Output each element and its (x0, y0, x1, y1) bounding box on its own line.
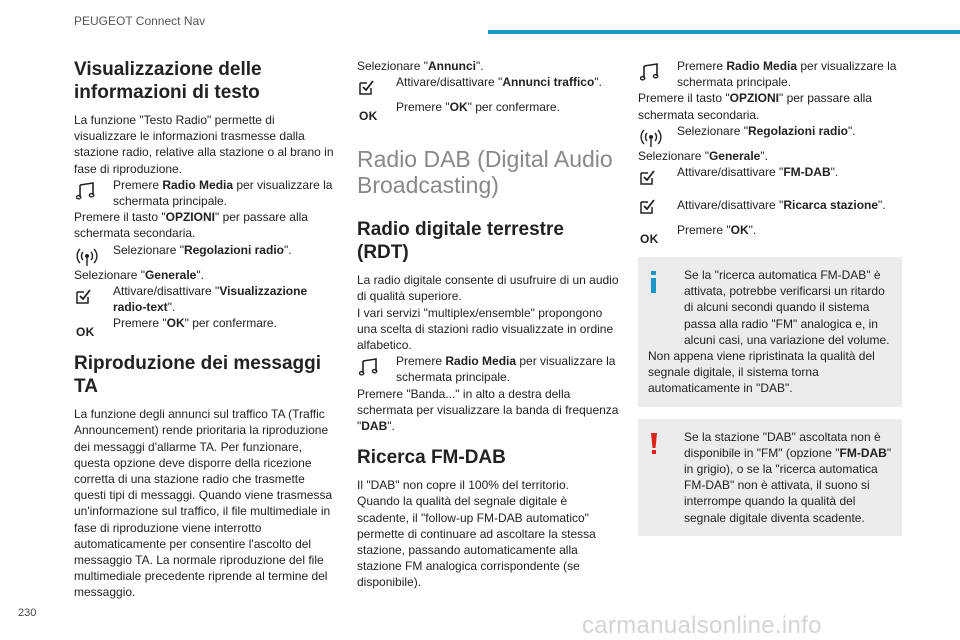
paragraph: Premere il tasto "OPZIONI" per passare alla schermata secondaria. (638, 91, 872, 122)
step-radio-media: Premere Radio Media per visualizzare la schermata principale. (638, 58, 902, 90)
paragraph: La radio digitale consente di usufruire di un audio di qualità superiore. (357, 273, 619, 304)
step-toggle-station-search: Attivare/disattivare "Ricarca stazione". (638, 193, 902, 218)
paragraph: La funzione degli annunci sul traffico TA (Traffic Announcement) rende prioritaria la riproduzione dei messaggi d'allarme TA. Per funzionare, questa opzione deve disporre della ricezione corretta di una stazione radio che trasmette questi tipi di messaggi. Quando viene trasmessa un'informazione sul traffico, il file multimediale in fase di riproduzione viene interrotto automaticamente per consentire l'ascolto del messaggio TA. La normale riproduzione del file multimediale precedente riprende al termine del messaggio. (74, 407, 333, 600)
music-note-icon (640, 63, 662, 83)
step-confirm-ok: OK Premere "OK" per confermare. (357, 99, 619, 124)
checkbox-icon (640, 169, 662, 189)
step-radio-media: Premere Radio Media per visualizzare la schermata principale. (74, 177, 336, 209)
music-note-icon (359, 358, 381, 378)
step-radio-settings: Selezionare "Regolazioni radio". (74, 242, 336, 267)
paragraph: Premere il tasto "OPZIONI" per passare alla schermata secondaria. (74, 210, 308, 241)
info-note-text: Se la "ricerca automatica FM-DAB" è attivata, potrebbe verificarsi un ritardo di alcuni secondi quando il sistema passa alla radio "FM" analogica e, in alcuni casi, una variazione del volume. (684, 268, 890, 347)
checkbox-icon (76, 288, 98, 308)
paragraph: Selezionare "Generale". (74, 267, 204, 282)
paragraph: Quando la qualità del segnale digitale è scadente, il "follow-up FM-DAB automatico" permette di continuare ad ascoltare la stessa stazione, passando automaticamente alla stazione FM analogica corrispondente (se disponibile). (357, 494, 596, 590)
radio-signal-icon (76, 247, 98, 267)
section-heading-fm-dab: Ricerca FM-DAB (357, 447, 506, 469)
step-confirm-ok: OK Premere "OK" per confermare. (74, 315, 336, 340)
paragraph: Selezionare "Annunci". (357, 59, 484, 73)
ok-icon: OK (76, 325, 95, 340)
warning-note (638, 419, 902, 536)
header-title: PEUGEOT Connect Nav (74, 14, 206, 28)
step-confirm-ok: OK Premere "OK". (638, 222, 902, 247)
paragraph: I vari servizi "multiplex/ensemble" propongono una scelta di stazioni radio visualizzate in ordine alfabetico. (357, 305, 614, 353)
step-toggle-fm-dab: Attivare/disattivare "FM-DAB". (638, 164, 902, 189)
step-toggle-traffic: Attivare/disattivare "Annunci traffico". (357, 74, 619, 99)
page-number: 230 (18, 607, 37, 619)
warning-note-text: Se la stazione "DAB" ascoltata non è disponibile in "FM" (opzione "FM-DAB" in grigio), o se la "ricerca automatica FM-DAB" non è attivata, il suono si interrompe quando la qualità del segnale digitale diventa scadente. (684, 429, 892, 525)
chapter-heading-dab: Radio DAB (Digital Audio Broadcasting) (357, 146, 613, 199)
step-radio-settings: Selezionare "Regolazioni radio". (638, 123, 902, 148)
watermark: carmanualsonline.info (582, 612, 822, 639)
checkbox-icon (359, 79, 381, 99)
checkbox-icon (640, 198, 662, 218)
section-heading-ta: Riproduzione dei messaggi TA (74, 353, 322, 398)
section-heading-text-info: Visualizzazione delle informazioni di testo (74, 59, 262, 103)
column-1 (74, 58, 336, 601)
paragraph: Selezionare "Generale". (638, 148, 768, 163)
warning-icon (650, 433, 658, 455)
column-3 (638, 58, 902, 536)
step-toggle-radiotext: Attivare/disattivare "Visualizzazione radio-text". (74, 283, 336, 315)
section-heading-rdt: Radio digitale terrestre (RDT) (357, 219, 564, 264)
paragraph: Il "DAB" non copre il 100% del territorio. (357, 478, 569, 493)
ok-icon: OK (640, 232, 659, 247)
header-accent-bar (488, 30, 960, 34)
step-radio-media: Premere Radio Media per visualizzare la schermata principale. (357, 353, 619, 385)
info-note (638, 257, 902, 407)
info-icon (650, 271, 658, 293)
info-note-text-2: Non appena viene ripristinata la qualità del segnale digitale, il sistema torna automaticamente in "DAB". (648, 349, 875, 396)
ok-icon: OK (359, 109, 378, 124)
paragraph: Premere "Banda..." in alto a destra della schermata per visualizzare la banda di frequenza "DAB". (357, 386, 619, 434)
music-note-icon (76, 182, 98, 202)
paragraph: La funzione "Testo Radio" permette di visualizzare le informazioni trasmesse dalla stazione radio, relative alla stazione o al brano in fase di riproduzione. (74, 113, 334, 176)
radio-signal-icon (640, 128, 662, 148)
column-2 (357, 58, 619, 591)
